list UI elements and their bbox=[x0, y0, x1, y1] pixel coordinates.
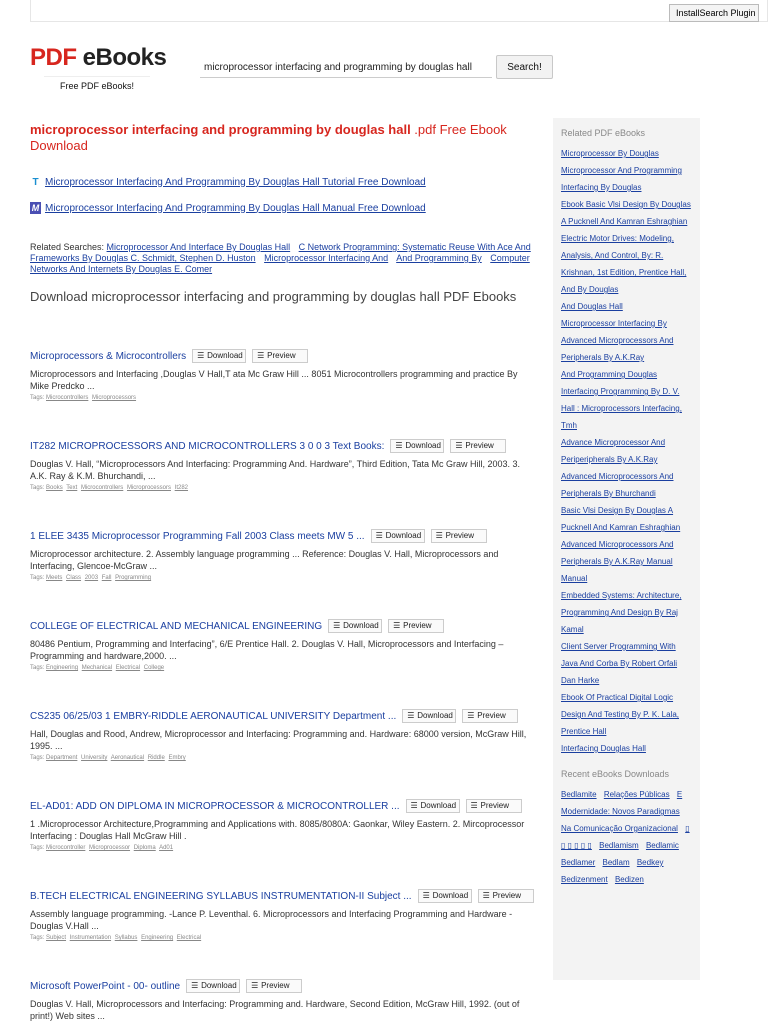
sidebar-related-item bbox=[561, 740, 692, 757]
recent-download-link[interactable]: Bedlam bbox=[602, 858, 630, 867]
tagline: Free PDF eBooks! bbox=[44, 76, 150, 91]
recent-download-link[interactable]: Bedlamism bbox=[599, 841, 639, 850]
search-input[interactable] bbox=[200, 58, 492, 78]
site-logo[interactable] bbox=[30, 44, 166, 72]
result-item bbox=[30, 708, 535, 761]
result-description: Douglas V. Hall, Microprocessors and Interfacing: Programming and. Hardware, Second Edition, McGraw Hill, 1992. (out of print!) Web sites ... bbox=[30, 999, 520, 1021]
tag-link[interactable]: Aeronautical bbox=[110, 755, 145, 761]
sidebar-related-link[interactable]: Advance Microprocessor And Periperipherals By A.K.Ray bbox=[561, 438, 666, 464]
preview-button[interactable] bbox=[252, 349, 308, 363]
sidebar-related-link[interactable]: Interfacing Programming By D. V. Hall : Microprocessors Interfacing, Tmh bbox=[561, 387, 682, 430]
tag-link[interactable]: Subject bbox=[46, 935, 67, 941]
sidebar-related-link[interactable]: And By Douglas bbox=[561, 285, 619, 294]
tag-link[interactable]: Class bbox=[66, 575, 82, 581]
recent-download-link[interactable]: Bedlamite bbox=[561, 790, 597, 799]
sidebar-related-item bbox=[561, 179, 692, 196]
list-icon: ☰ bbox=[395, 441, 403, 450]
tag-link[interactable]: Books bbox=[46, 485, 63, 491]
tag-link[interactable]: University bbox=[81, 755, 108, 761]
result-title[interactable]: Microprocessors & Microcontrollers bbox=[30, 350, 187, 362]
preview-button[interactable] bbox=[462, 709, 518, 723]
download-label: Download bbox=[432, 891, 469, 900]
result-description: Hall, Douglas and Rood, Andrew, Microprocessor and Interfacing: Programming and. Hardware: 68000 version, McGraw Hill, 1995. ... bbox=[30, 729, 527, 751]
featured-link-manual bbox=[30, 200, 535, 216]
result-description: Assembly language programming. -Lance P. Leventhal. 6. Microprocessors and Interfacing Programming and Hardware - Douglas V.Hall ... bbox=[30, 909, 513, 931]
preview-button[interactable] bbox=[450, 439, 506, 453]
tag-link[interactable]: Microprocessors bbox=[92, 395, 137, 401]
related-search-link[interactable]: Computer Networks And Internets By Douglas E. Comer bbox=[30, 253, 530, 274]
sidebar-related-link[interactable]: Client Server Programming With Java And Corba By Robert Orfali Dan Harke bbox=[561, 642, 678, 685]
sidebar-related-item bbox=[561, 366, 692, 383]
logo-pdf-text: PDF bbox=[30, 44, 77, 71]
sidebar-related-link[interactable]: Advanced Microprocessors And Peripherals By Bhurchandi bbox=[561, 472, 674, 498]
result-description: 1 .Microprocessor Architecture,Programming and Applications with. 8085/8080A: Gaonkar, Wiley Eastern. 2. Mircoprocessor Interfacing : Douglas Hall McGraw Hill . bbox=[30, 819, 525, 841]
sidebar-related-link[interactable]: Ebook Basic Vlsi Design By Douglas A Pucknell And Kamran Eshraghian bbox=[561, 200, 691, 226]
list-icon: ☰ bbox=[251, 981, 259, 990]
tags-label: Tags: bbox=[30, 575, 45, 581]
download-label: Download bbox=[420, 801, 457, 810]
tag-link[interactable]: Fall bbox=[101, 575, 112, 581]
tag-link[interactable]: Instrumentation bbox=[69, 935, 112, 941]
sidebar-related-item bbox=[561, 638, 692, 689]
page-title-suffix: .pdf Free Ebook Download bbox=[30, 122, 507, 153]
list-icon: ☰ bbox=[375, 531, 383, 540]
sidebar-related-item bbox=[561, 536, 692, 587]
page-title-query: microprocessor interfacing and programming by douglas hall bbox=[30, 122, 411, 137]
result-tags bbox=[30, 755, 535, 761]
download-button[interactable] bbox=[371, 529, 425, 543]
sidebar-related-link[interactable]: Electric Motor Drives: Modeling, Analysis, And Control, By: R. Krishnan, 1st Edition, Prentice Hall, bbox=[561, 234, 687, 277]
list-icon: ☰ bbox=[393, 621, 401, 630]
sidebar-related-link[interactable]: Microprocessor Interfacing By bbox=[561, 319, 667, 328]
list-icon: ☰ bbox=[455, 441, 463, 450]
tag-link[interactable]: Microcontrollers bbox=[46, 395, 89, 401]
preview-button[interactable] bbox=[478, 889, 534, 903]
recent-download-link[interactable]: Bedlamic bbox=[645, 841, 679, 850]
sidebar-related-item bbox=[561, 434, 692, 468]
sidebar-related-link[interactable]: Embedded Systems: Architecture, Programming And Design By Raj Kamal bbox=[561, 591, 682, 634]
tag-link[interactable]: Electrical bbox=[115, 665, 141, 671]
list-icon: ☰ bbox=[257, 351, 265, 360]
sidebar-related-item bbox=[561, 468, 692, 502]
sidebar-related-item bbox=[561, 145, 692, 162]
result-tags bbox=[30, 935, 535, 941]
sidebar-related-link[interactable]: Interfacing Douglas Hall bbox=[561, 744, 646, 753]
search-button[interactable]: Search! bbox=[496, 55, 553, 79]
result-tags bbox=[30, 485, 535, 491]
sidebar-related-link[interactable]: Interfacing By Douglas bbox=[561, 183, 642, 192]
related-ebooks-list bbox=[561, 145, 692, 757]
related-search-link[interactable]: Microprocessor Interfacing And bbox=[264, 253, 389, 263]
download-label: Download bbox=[385, 531, 422, 540]
result-title[interactable]: 1 ELEE 3435 Microprocessor Programming Fall 2003 Class meets MW 5 ... bbox=[30, 530, 365, 542]
logo-ebooks-text: eBooks bbox=[76, 44, 167, 71]
sidebar-related-item bbox=[561, 332, 692, 366]
download-button[interactable] bbox=[390, 439, 444, 453]
tag-link[interactable]: Programming bbox=[115, 575, 152, 581]
preview-label: Preview bbox=[477, 711, 506, 720]
sidebar-related-item bbox=[561, 383, 692, 434]
recent-download-link[interactable]: E Modernidade: Novos Paradigmas Na Comunicação Organizacional bbox=[561, 790, 683, 833]
related-search-link[interactable]: Microprocessor And Interface By Douglas Hall bbox=[106, 242, 291, 252]
main-content bbox=[30, 122, 535, 304]
recent-download-link[interactable]: Bedizenment bbox=[561, 875, 608, 884]
preview-label: Preview bbox=[480, 801, 509, 810]
top-bar bbox=[30, 0, 768, 22]
result-description: Douglas V. Hall, “Microprocessors And Interfacing: Programming And. Hardware”, Third Edition, Tata Mc Graw Hill, 2003. 3. A.K. Ray & K.M. Bhurchandi, ... bbox=[30, 459, 521, 481]
related-search-link[interactable]: C Network Programming: Systematic Reuse With Ace And Frameworks By Douglas C. Schmidt, Stephen D. Huston bbox=[30, 242, 531, 263]
result-tags bbox=[30, 845, 535, 851]
related-ebooks-title: Related PDF eBooks bbox=[561, 128, 646, 138]
download-label: Download bbox=[405, 441, 441, 450]
preview-label: Preview bbox=[445, 531, 475, 540]
result-item bbox=[30, 888, 535, 941]
tags-label: Tags: bbox=[30, 755, 45, 761]
list-icon: ☰ bbox=[410, 801, 418, 810]
recent-download-link[interactable]: Bedlamer bbox=[561, 858, 596, 867]
tag-link[interactable]: Microprocessor bbox=[89, 845, 131, 851]
preview-label: Preview bbox=[261, 981, 290, 990]
download-label: Download bbox=[201, 981, 237, 990]
result-item bbox=[30, 528, 535, 581]
list-icon: ☰ bbox=[333, 621, 341, 630]
tag-link[interactable]: Embry bbox=[168, 755, 186, 761]
download-button[interactable] bbox=[186, 979, 240, 993]
sidebar-related-item bbox=[561, 162, 692, 179]
tag-link[interactable]: Meets bbox=[46, 575, 63, 581]
tags-label: Tags: bbox=[30, 395, 45, 401]
sidebar-related-item bbox=[561, 315, 692, 332]
result-description: Microprocessors and Interfacing ,Douglas V Hall,T ata Mc Graw Hill ... 8051 Microcontrollers programming and practice By Mike Predcko ... bbox=[30, 369, 518, 391]
sidebar-related-link[interactable]: Microprocessor And Programming bbox=[561, 166, 682, 175]
tag-link[interactable]: It282 bbox=[174, 485, 189, 491]
tag-link[interactable]: Microprocessors bbox=[126, 485, 171, 491]
page-title bbox=[30, 122, 535, 154]
sidebar-related-item bbox=[561, 689, 692, 740]
tag-link[interactable]: Ad01 bbox=[159, 845, 174, 851]
download-button[interactable] bbox=[328, 619, 382, 633]
preview-label: Preview bbox=[492, 891, 522, 900]
tag-link[interactable]: Riddle bbox=[147, 755, 165, 761]
preview-button[interactable] bbox=[466, 799, 522, 813]
list-icon: ☰ bbox=[482, 891, 490, 900]
preview-label: Preview bbox=[465, 441, 494, 450]
recent-download-link[interactable]: Bedkey bbox=[636, 858, 664, 867]
recent-download-link[interactable]: Bedizen bbox=[614, 875, 644, 884]
install-search-plugin-button[interactable]: InstallSearch Plugin bbox=[669, 4, 759, 22]
download-heading: Download microprocessor interfacing and programming by douglas hall PDF Ebooks bbox=[30, 289, 517, 304]
download-button[interactable] bbox=[418, 889, 472, 903]
preview-button[interactable] bbox=[246, 979, 302, 993]
sidebar-related-link[interactable]: Basic Vlsi Design By Douglas A Pucknell And Kamran Eshraghian bbox=[561, 506, 681, 532]
result-tags bbox=[30, 575, 535, 581]
sidebar-related-item bbox=[561, 196, 692, 230]
tag-link[interactable]: Text bbox=[66, 485, 78, 491]
download-button[interactable] bbox=[406, 799, 460, 813]
sidebar bbox=[553, 118, 700, 980]
sidebar-related-link[interactable]: And Programming Douglas bbox=[561, 370, 658, 379]
result-title[interactable]: COLLEGE OF ELECTRICAL AND MECHANICAL ENGINEERING bbox=[30, 620, 323, 632]
tag-link[interactable]: 2003 bbox=[84, 575, 99, 581]
featured-link-tutorial bbox=[30, 174, 535, 190]
tag-link[interactable]: Electrical bbox=[176, 935, 202, 941]
sidebar-related-link[interactable]: And Douglas Hall bbox=[561, 302, 623, 311]
tag-link[interactable]: Microcontrollers bbox=[80, 485, 124, 491]
recent-download-link[interactable]: Relações Públicas bbox=[603, 790, 670, 799]
tag-link[interactable]: Mechanical bbox=[81, 665, 113, 671]
result-item bbox=[30, 798, 535, 851]
tag-link[interactable]: Engineering bbox=[46, 665, 79, 671]
result-item bbox=[30, 348, 535, 401]
featured-link-tutorial-text[interactable]: Microprocessor Interfacing And Programming By Douglas Hall Tutorial Free Download bbox=[45, 176, 426, 188]
tag-link[interactable]: Microcontroller bbox=[46, 845, 86, 851]
sidebar-related-link[interactable]: Advanced Microprocessors And Peripherals By A.K.Ray Manual Manual bbox=[561, 540, 674, 583]
list-icon: ☰ bbox=[197, 351, 205, 360]
recent-downloads-title: Recent eBooks Downloads bbox=[561, 769, 670, 779]
download-label: Download bbox=[417, 711, 453, 720]
tutorial-icon: T bbox=[32, 176, 39, 188]
recent-downloads-list bbox=[561, 786, 692, 888]
download-label: Download bbox=[207, 351, 243, 360]
sidebar-related-link[interactable]: Ebook Of Practical Digital Logic Design And Testing By P. K. Lala, Prentice Hall bbox=[561, 693, 680, 736]
preview-label: Preview bbox=[403, 621, 432, 630]
result-item bbox=[30, 978, 535, 1022]
sidebar-related-item bbox=[561, 587, 692, 638]
sidebar-related-item bbox=[561, 298, 692, 315]
sidebar-related-item bbox=[561, 230, 692, 281]
tag-link[interactable]: Engineering bbox=[141, 935, 174, 941]
list-icon: ☰ bbox=[407, 711, 415, 720]
result-title[interactable]: IT282 MICROPROCESSORS AND MICROCONTROLLERS 3 0 0 3 Text Books: bbox=[30, 440, 385, 452]
preview-label: Preview bbox=[267, 351, 296, 360]
list-icon: ☰ bbox=[422, 891, 430, 900]
tags-label: Tags: bbox=[30, 845, 45, 851]
list-icon: ☰ bbox=[467, 711, 475, 720]
tag-link[interactable]: College bbox=[143, 665, 165, 671]
sidebar-related-item bbox=[561, 281, 692, 298]
sidebar-related-item bbox=[561, 502, 692, 536]
related-searches bbox=[30, 242, 535, 275]
list-icon: ☰ bbox=[191, 981, 199, 990]
list-icon: ☰ bbox=[435, 531, 443, 540]
result-title[interactable]: CS235 06/25/03 1 EMBRY-RIDDLE AERONAUTICAL UNIVERSITY Department ... bbox=[30, 710, 397, 722]
tags-label: Tags: bbox=[30, 935, 45, 941]
result-title[interactable]: B.TECH ELECTRICAL ENGINEERING SYLLABUS INSTRUMENTATION-II Subject ... bbox=[30, 890, 412, 902]
download-button[interactable] bbox=[192, 349, 246, 363]
result-description: Microprocessor architecture. 2. Assembly language programming ... Reference: Douglas V. Hall, Microprocessors and Interfacing, Glencoe-McGraw ... bbox=[30, 549, 499, 571]
result-tags bbox=[30, 665, 535, 671]
download-label: Download bbox=[343, 621, 379, 630]
preview-button[interactable] bbox=[388, 619, 444, 633]
list-icon: ☰ bbox=[470, 801, 478, 810]
download-button[interactable] bbox=[402, 709, 456, 723]
sidebar-related-link[interactable]: Advanced Microprocessors And Peripherals By A.K.Ray bbox=[561, 336, 674, 362]
result-title[interactable]: Microsoft PowerPoint - 00- outline bbox=[30, 980, 181, 992]
recent-download-link[interactable]: ▯ ▯ ▯ ▯ ▯ ▯ bbox=[561, 824, 690, 850]
result-description: 80486 Pentium, Programming and Interfacing”, 6/E Prentice Hall. 2. Douglas V. Hall, Microprocessors and Interfacing – Programming and hardware,2000. ... bbox=[30, 639, 504, 661]
tags-label: Tags: bbox=[30, 485, 45, 491]
related-searches-label: Related Searches: bbox=[30, 242, 107, 252]
result-item bbox=[30, 618, 535, 671]
featured-link-manual-text[interactable]: Microprocessor Interfacing And Programming By Douglas Hall Manual Free Download bbox=[45, 202, 426, 214]
related-search-link[interactable]: And Programming By bbox=[396, 253, 482, 263]
result-tags bbox=[30, 395, 535, 401]
featured-links bbox=[30, 174, 535, 216]
result-title[interactable]: EL-AD01: ADD ON DIPLOMA IN MICROPROCESSOR & MICROCONTROLLER ... bbox=[30, 800, 400, 812]
sidebar-related-link[interactable]: Microprocessor By Douglas bbox=[561, 149, 659, 158]
manual-icon: M bbox=[31, 203, 40, 213]
preview-button[interactable] bbox=[431, 529, 487, 543]
result-item bbox=[30, 438, 535, 491]
tag-link[interactable]: Diploma bbox=[133, 845, 156, 851]
tag-link[interactable]: Department bbox=[46, 755, 78, 761]
tag-link[interactable]: Syllabus bbox=[114, 935, 138, 941]
tags-label: Tags: bbox=[30, 665, 45, 671]
